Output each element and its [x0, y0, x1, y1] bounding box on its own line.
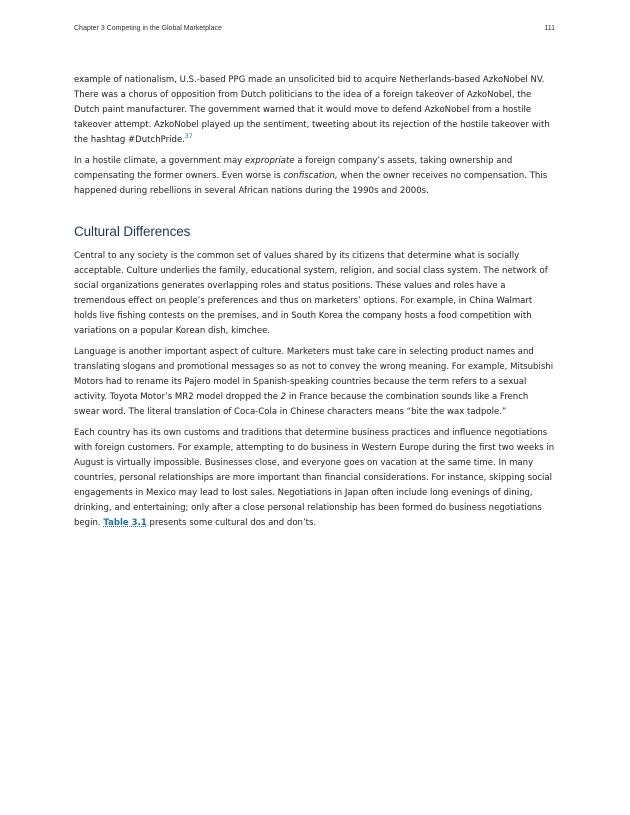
paragraph-customs: [74, 426, 556, 531]
paragraph-text: presents some cultural dos and don’ts.: [146, 518, 317, 528]
paragraph-text: In a hostile climate, a government may: [74, 156, 245, 166]
paragraph-nationalism: [74, 73, 556, 148]
paragraph-text: in France because the combination sounds like a French swear word. The literal translation of Coca-Cola in Chinese characters means “bite the wax tadpole.”: [74, 392, 529, 417]
paragraph-text: Language is another important aspect of culture. Marketers must take care in selecting product names and translating slogans and promotional messages so as not to convey the wrong meaning. For example, Mitsubishi Motors had to rename its Pajero model in Spanish-speaking countries because the term refers to a sexual activity. Toyota Motor’s MR2 model dropped the: [74, 347, 554, 402]
footnote-reference-link[interactable]: 37: [184, 133, 193, 140]
emphasis-confiscation: confiscation,: [283, 171, 338, 181]
table-3-1-link[interactable]: Table 3.1: [103, 518, 147, 528]
page-content: [74, 73, 556, 537]
paragraph-culture: Central to any society is the common set of values shared by its citizens that determine what is socially acceptable. Culture underlies the family, educational system, religion, and social class system. The network of social organizations generates overlapping roles and status positions. These values and roles have a tremendous effect on people’s preferences and thus on marketers’ options. For example, in China Walmart holds live fishing contests on the premises, and in South Korea the company hosts a food competition with variations on a popular Korean dish, kimchee.: [74, 251, 548, 336]
section-heading: Cultural Differences: [74, 224, 191, 239]
emphasis-expropriate: expropriate: [244, 156, 295, 166]
paragraph-expropriation: [74, 154, 556, 199]
page-number: 111: [544, 25, 555, 32]
paragraph-language: [74, 345, 556, 420]
paragraph-text: when the owner receives no compensation. This happened during rebellions in several African nations during the 1990s and 2000s.: [74, 171, 548, 196]
paragraph-text: Each country has its own customs and traditions that determine business practices and influence negotiations with foreign customers. For example, attempting to do business in Western Europe during the first two weeks in August is virtually impossible. Businesses close, and everyone goes on vacation at the same time. In many countries, personal relationships are more important than financial considerations. For instance, skipping social engagements in Mexico may lead to lost sales. Negotiations in Japan often include long evenings of dining, drinking, and entertaining; only after a close personal relationship has been formed do business negotiations begin.: [74, 428, 555, 528]
emphasis-2: 2: [280, 392, 287, 402]
paragraph-text: example of nationalism, U.S.-based PPG made an unsolicited bid to acquire Netherlands-based AzkoNobel NV. There was a chorus of opposition from Dutch politicians to the idea of a foreign takeover of AzkoNobel, the Dutch paint manufacturer. The government warned that it would move to defend AzkoNobel from a hostile takeover attempt. AzkoNobel played up the sentiment, tweeting about its rejection of the hostile takeover with the hashtag #DutchPride.: [74, 75, 550, 145]
paragraph-text: a foreign company’s assets, taking ownership and compensating the former owners. Even worse is: [74, 156, 513, 181]
chapter-title: Chapter 3 Competing in the Global Marketplace: [74, 25, 222, 32]
